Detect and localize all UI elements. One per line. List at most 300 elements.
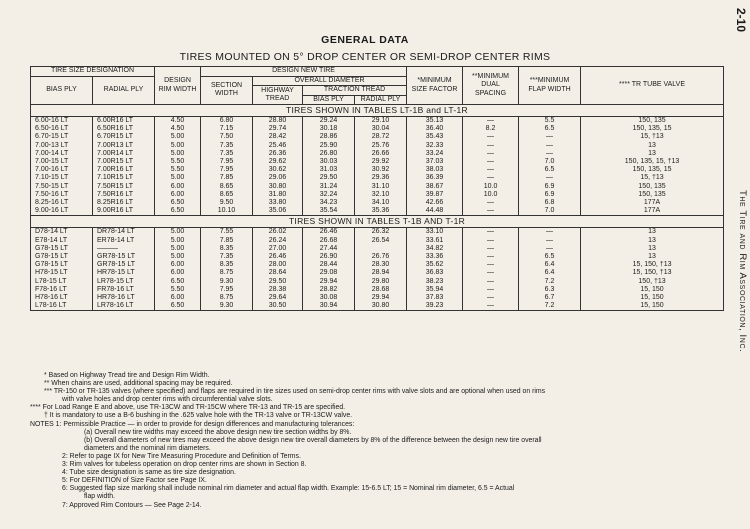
- table-cell: 33.10: [407, 228, 463, 237]
- table-cell: 6.9: [519, 183, 581, 191]
- table-cell: 10.0: [463, 191, 519, 199]
- table-cell: DR78-14 LT: [93, 228, 155, 237]
- table-cell: 15, 150, †13: [581, 261, 724, 269]
- table-cell: 28.44: [303, 261, 355, 269]
- table-cell: 7.00R14 LT: [93, 150, 155, 158]
- table-cell: 8.35: [201, 245, 253, 253]
- table-cell: ———: [93, 245, 155, 253]
- table-cell: 32.10: [355, 191, 407, 199]
- table-cell: 7.2: [519, 278, 581, 286]
- table-cell: 4.50: [155, 125, 201, 133]
- table-cell: 30.94: [303, 302, 355, 311]
- table-cell: 30.04: [355, 125, 407, 133]
- table-cell: 34.82: [407, 245, 463, 253]
- table-cell: 8.35: [201, 261, 253, 269]
- table-cell: 150, 135: [581, 191, 724, 199]
- table-cell: 6.9: [519, 191, 581, 199]
- table-cell: 150, 135: [581, 183, 724, 191]
- table-cell: 28.80: [253, 117, 303, 126]
- table-cell: 6.5: [519, 253, 581, 261]
- table-cell: 5.5: [519, 117, 581, 126]
- table-cell: 27.44: [303, 245, 355, 253]
- table-cell: L78-15 LT: [31, 278, 93, 286]
- table-cell: 35.94: [407, 286, 463, 294]
- note-line: 5: For DEFINITION of Size Factor see Page IX.: [62, 477, 207, 485]
- table-cell: 6.80: [201, 117, 253, 126]
- table-cell: 5.00: [155, 237, 201, 245]
- table-cell: —: [463, 142, 519, 150]
- table-cell: —: [463, 150, 519, 158]
- note-line: (b) Overall diameters of new tires may exceed the above design new tire overall diameters by 8% of the difference between the design new tire overall: [84, 436, 542, 444]
- table-cell: 33.80: [253, 199, 303, 207]
- table-cell: 26.46: [253, 253, 303, 261]
- table-cell: 150, 135: [581, 117, 724, 126]
- table-cell: 7.10R15 LT: [93, 174, 155, 182]
- table-cell: 7.00R15 LT: [93, 158, 155, 166]
- table-cell: 36.39: [407, 174, 463, 182]
- table-cell: 15, 150: [581, 294, 724, 302]
- table-cell: 7.55: [201, 228, 253, 237]
- table-cell: 5.50: [155, 166, 201, 174]
- table-cell: H78-16 LT: [31, 294, 93, 302]
- table-cell: 30.18: [303, 125, 355, 133]
- table-cell: 32.33: [407, 142, 463, 150]
- table-cell: 7.10-15 LT: [31, 174, 93, 182]
- table-cell: FR78-16 LT: [93, 286, 155, 294]
- table-cell: —: [463, 158, 519, 166]
- note-line: diameters and the nominal rim diameters.: [84, 444, 211, 452]
- table-cell: 6.3: [519, 286, 581, 294]
- table-cell: 30.80: [355, 302, 407, 311]
- header-min-flap-width: ***MINIMUM FLAP WIDTH: [519, 67, 581, 105]
- table-cell: 8.25R16 LT: [93, 199, 155, 207]
- table-row: [31, 269, 724, 277]
- table-cell: 7.50-16 LT: [31, 191, 93, 199]
- table-cell: 31.24: [303, 183, 355, 191]
- table-row: [31, 253, 724, 261]
- table-cell: —: [463, 117, 519, 126]
- table-cell: 28.68: [355, 286, 407, 294]
- table-cell: 28.82: [303, 286, 355, 294]
- table-cell: 7.15: [201, 125, 253, 133]
- table-cell: 38.67: [407, 183, 463, 191]
- table-cell: —: [463, 237, 519, 245]
- table-cell: 26.90: [303, 253, 355, 261]
- table-cell: 28.72: [355, 133, 407, 141]
- table-cell: 29.74: [253, 125, 303, 133]
- table-cell: 7.00R16 LT: [93, 166, 155, 174]
- header-design-rim-width: DESIGN RIM WIDTH: [155, 67, 201, 105]
- table-cell: 9.00-16 LT: [31, 207, 93, 216]
- table-cell: 13: [581, 245, 724, 253]
- table-cell: 6.00R16 LT: [93, 117, 155, 126]
- note-line: **** For Load Range E and above, use TR-13CW and TR-15CW where TR-13 and TR-15 are specified.: [30, 404, 346, 412]
- note-line: NOTES 1: Permissible Practice — in order to provide for design differences and manufacturing tolerances:: [30, 420, 355, 428]
- table-cell: LR78-16 LT: [93, 302, 155, 311]
- table-cell: 6.4: [519, 269, 581, 277]
- table-cell: G78-15 LT: [31, 245, 93, 253]
- section-1-label: TIRES SHOWN IN TABLES LT-1B and LT-1R: [31, 105, 724, 117]
- header-traction-tread: TRACTION TREAD: [303, 86, 407, 96]
- table-cell: 29.50: [303, 174, 355, 182]
- note-line: 6: Suggested flap size marking shall include nominal rim diameter and actual flap width. Example: 15-6.5 LT; 15 = Nominal rim diameter, 6.5 = Actual: [62, 485, 515, 493]
- table-cell: 6.00: [155, 191, 201, 199]
- table-cell: 31.80: [253, 191, 303, 199]
- note-line: 2: Refer to page IX for New Tire Measuring Procedure and Definition of Terms.: [62, 452, 301, 460]
- table-cell: 25.90: [303, 142, 355, 150]
- table-cell: 6.50: [155, 207, 201, 216]
- table-cell: 150, †13: [581, 278, 724, 286]
- table-cell: 29.06: [253, 174, 303, 182]
- table-cell: 36.83: [407, 269, 463, 277]
- header-min-dual-spacing: **MINIMUM DUAL SPACING: [463, 67, 519, 105]
- table-cell: 27.00: [253, 245, 303, 253]
- table-cell: 6.5: [519, 166, 581, 174]
- table-cell: D78-14 LT: [31, 228, 93, 237]
- table-cell: —: [463, 245, 519, 253]
- table-cell: 30.50: [253, 302, 303, 311]
- table-cell: 7.85: [201, 174, 253, 182]
- table-cell: 29.62: [253, 158, 303, 166]
- table-cell: —: [519, 174, 581, 182]
- table-cell: 26.46: [303, 228, 355, 237]
- table-cell: 6.50: [155, 302, 201, 311]
- table-cell: 5.00: [155, 174, 201, 182]
- table-cell: 15, 150: [581, 286, 724, 294]
- table-cell: 8.2: [463, 125, 519, 133]
- table-cell: 34.23: [303, 199, 355, 207]
- table-cell: 177A: [581, 199, 724, 207]
- table-cell: 26.54: [355, 237, 407, 245]
- table-cell: GR78-15 LT: [93, 261, 155, 269]
- table-cell: —: [463, 294, 519, 302]
- note-line: (a) Overall new tire widths may exceed the above design new tire section widths by 8%.: [84, 428, 352, 436]
- table-cell: 26.66: [355, 150, 407, 158]
- table-cell: 30.80: [253, 183, 303, 191]
- table-cell: —: [463, 133, 519, 141]
- table-cell: 35.62: [407, 261, 463, 269]
- table-row: [31, 278, 724, 286]
- table-cell: —: [463, 174, 519, 182]
- table-row: [31, 166, 724, 174]
- table-cell: 4.50: [155, 117, 201, 126]
- page-subtitle: TIRES MOUNTED ON 5° DROP CENTER OR SEMI-DROP CENTER RIMS: [179, 51, 551, 63]
- table-cell: 6.4: [519, 261, 581, 269]
- table-cell: L78-16 LT: [31, 302, 93, 311]
- table-cell: 7.35: [201, 142, 253, 150]
- note-line: ** When chains are used, additional spacing may be required.: [44, 380, 233, 388]
- table-cell: 15, †13: [581, 133, 724, 141]
- table-cell: 6.50: [155, 278, 201, 286]
- header-td-radial-ply: RADIAL PLY: [355, 95, 407, 105]
- header-min-size-factor: *MINIMUM SIZE FACTOR: [407, 67, 463, 105]
- table-cell: —: [463, 261, 519, 269]
- table-cell: 7.2: [519, 302, 581, 311]
- table-cell: 35.43: [407, 133, 463, 141]
- table-cell: 39.23: [407, 302, 463, 311]
- table-cell: 13: [581, 142, 724, 150]
- table-cell: 31.10: [355, 183, 407, 191]
- table-cell: 7.35: [201, 150, 253, 158]
- table-cell: 13: [581, 228, 724, 237]
- table-cell: —: [519, 237, 581, 245]
- table-cell: 9.50: [201, 199, 253, 207]
- table-cell: 7.00-16 LT: [31, 166, 93, 174]
- table-cell: 7.95: [201, 286, 253, 294]
- table-row: [31, 228, 724, 237]
- table-cell: 177A: [581, 207, 724, 216]
- table-cell: 5.00: [155, 142, 201, 150]
- note-line: 7: Approved Rim Contours — See Page 2-14.: [62, 501, 202, 509]
- table-cell: —: [519, 133, 581, 141]
- table-cell: —: [463, 207, 519, 216]
- page-number: 2-10: [734, 8, 748, 33]
- table-cell: 10.0: [463, 183, 519, 191]
- table-cell: —: [519, 150, 581, 158]
- table-cell: 30.08: [303, 294, 355, 302]
- note-line: 4: Tube size designation is same as tire size designation.: [62, 469, 236, 477]
- side-text: The Tire and Rim Association, Inc.: [737, 190, 748, 353]
- table-cell: —: [463, 166, 519, 174]
- table-cell: ER78-14 LT: [93, 237, 155, 245]
- table-cell: 26.02: [253, 228, 303, 237]
- table-cell: G78-15 LT: [31, 253, 93, 261]
- table-cell: 7.95: [201, 166, 253, 174]
- table-cell: 26.68: [303, 237, 355, 245]
- table-cell: 7.50R15 LT: [93, 183, 155, 191]
- table-cell: 7.00R13 LT: [93, 142, 155, 150]
- table-cell: 28.94: [355, 269, 407, 277]
- table-cell: —: [519, 228, 581, 237]
- table-cell: 5.00: [155, 150, 201, 158]
- table-cell: 25.46: [253, 142, 303, 150]
- table-cell: 29.94: [303, 278, 355, 286]
- table-cell: 13: [581, 150, 724, 158]
- table-row: [31, 183, 724, 191]
- table-cell: 35.06: [253, 207, 303, 216]
- table-cell: 7.00-14 LT: [31, 150, 93, 158]
- table-cell: 33.36: [407, 253, 463, 261]
- table-cell: 44.48: [407, 207, 463, 216]
- header-section-width: SECTION WIDTH: [201, 76, 253, 105]
- table-cell: 32.24: [303, 191, 355, 199]
- table-cell: 29.94: [355, 294, 407, 302]
- table-cell: 7.50: [201, 133, 253, 141]
- table-row: [31, 261, 724, 269]
- table-cell: —: [463, 228, 519, 237]
- table-row: [31, 142, 724, 150]
- table-cell: 38.03: [407, 166, 463, 174]
- table-row: [31, 133, 724, 141]
- table-cell: 10.10: [201, 207, 253, 216]
- table-row: [31, 199, 724, 207]
- table-cell: 7.00-13 LT: [31, 142, 93, 150]
- table-cell: E78-14 LT: [31, 237, 93, 245]
- table-cell: 15, 150: [581, 302, 724, 311]
- table-cell: —: [519, 142, 581, 150]
- table-cell: 5.00: [155, 245, 201, 253]
- table-cell: 37.03: [407, 158, 463, 166]
- table-row: [31, 302, 724, 311]
- table-cell: 26.80: [303, 150, 355, 158]
- header-overall-diameter: OVERALL DIAMETER: [253, 76, 407, 86]
- table-cell: 28.30: [355, 261, 407, 269]
- table-cell: 5.50: [155, 158, 201, 166]
- header-bias-ply: BIAS PLY: [31, 76, 93, 105]
- table-cell: 28.64: [253, 269, 303, 277]
- notes: [30, 372, 730, 510]
- table-cell: 6.00: [155, 183, 201, 191]
- table-cell: 6.00-16 LT: [31, 117, 93, 126]
- table-cell: 6.5: [519, 125, 581, 133]
- table-cell: 28.38: [253, 286, 303, 294]
- header-highway-tread: HIGHWAY TREAD: [253, 86, 303, 105]
- table-cell: 35.36: [355, 207, 407, 216]
- table-cell: 26.76: [355, 253, 407, 261]
- table-cell: 29.10: [355, 117, 407, 126]
- table-cell: —: [519, 245, 581, 253]
- table-cell: 6.00: [155, 261, 201, 269]
- table-cell: —: [463, 302, 519, 311]
- table-row: [31, 158, 724, 166]
- table-cell: 150, 135, 15: [581, 125, 724, 133]
- table-cell: LR78-15 LT: [93, 278, 155, 286]
- table-cell: 26.32: [355, 228, 407, 237]
- table-cell: 29.80: [355, 278, 407, 286]
- table-cell: 8.25-16 LT: [31, 199, 93, 207]
- table-cell: —: [463, 199, 519, 207]
- table-cell: 15, †13: [581, 174, 724, 182]
- table-cell: 30.62: [253, 166, 303, 174]
- table-cell: 7.50-15 LT: [31, 183, 93, 191]
- table-cell: 5.50: [155, 286, 201, 294]
- tire-data-table: [30, 66, 724, 311]
- table-row: [31, 191, 724, 199]
- table-cell: 29.24: [303, 117, 355, 126]
- header-tube-valve: **** TR TUBE VALVE: [581, 67, 724, 105]
- table-cell: 39.87: [407, 191, 463, 199]
- header-td-bias-ply: BIAS PLY: [303, 95, 355, 105]
- table-cell: 13: [581, 253, 724, 261]
- note-line: 3: Rim valves for tubeless operation on drop center rims are shown in Section 8.: [62, 461, 307, 469]
- table-cell: —: [463, 253, 519, 261]
- table-cell: HR78-15 LT: [93, 269, 155, 277]
- table-cell: 35.54: [303, 207, 355, 216]
- table-row: [31, 150, 724, 158]
- table-cell: 6.8: [519, 199, 581, 207]
- table-cell: G78-15 LT: [31, 261, 93, 269]
- table-cell: 25.76: [355, 142, 407, 150]
- table-cell: 30.03: [303, 158, 355, 166]
- table-cell: 6.00: [155, 294, 201, 302]
- table-cell: 6.00: [155, 269, 201, 277]
- table-cell: 150, 135, 15, †13: [581, 158, 724, 166]
- table-row: [31, 207, 724, 216]
- table-cell: 9.00R16 LT: [93, 207, 155, 216]
- table-row: [31, 245, 724, 253]
- table-cell: 7.95: [201, 158, 253, 166]
- table-cell: 42.66: [407, 199, 463, 207]
- table-cell: 13: [581, 237, 724, 245]
- table-cell: 29.08: [303, 269, 355, 277]
- table-cell: 34.10: [355, 199, 407, 207]
- table-cell: 28.42: [253, 133, 303, 141]
- table-row: [31, 294, 724, 302]
- table-row: [31, 125, 724, 133]
- table-cell: 38.23: [407, 278, 463, 286]
- table-cell: 37.83: [407, 294, 463, 302]
- page-title: GENERAL DATA: [321, 34, 409, 46]
- table-cell: 6.50-16 LT: [31, 125, 93, 133]
- table-cell: 9.30: [201, 278, 253, 286]
- table-cell: 29.50: [253, 278, 303, 286]
- table-cell: —: [463, 269, 519, 277]
- table-cell: 35.13: [407, 117, 463, 126]
- table-cell: 29.64: [253, 294, 303, 302]
- table-cell: 7.35: [201, 253, 253, 261]
- table-cell: 26.24: [253, 237, 303, 245]
- header-tire-size-designation: TIRE SIZE DESIGNATION: [31, 67, 155, 77]
- header-design-new-tire: DESIGN NEW TIRE: [201, 67, 407, 77]
- table-cell: 28.00: [253, 261, 303, 269]
- table-cell: F78-16 LT: [31, 286, 93, 294]
- table-cell: 5.00: [155, 133, 201, 141]
- table-cell: 6.50: [155, 199, 201, 207]
- table-cell: —: [463, 278, 519, 286]
- table-cell: 31.03: [303, 166, 355, 174]
- table-cell: 7.50R16 LT: [93, 191, 155, 199]
- table-row: [31, 237, 724, 245]
- table-cell: [355, 245, 407, 253]
- table-cell: 29.36: [355, 174, 407, 182]
- table-cell: 7.85: [201, 237, 253, 245]
- table-cell: 8.75: [201, 269, 253, 277]
- table-cell: 8.65: [201, 183, 253, 191]
- table-cell: 30.92: [355, 166, 407, 174]
- table-cell: 15, 150, †13: [581, 269, 724, 277]
- table-cell: 7.0: [519, 158, 581, 166]
- table-cell: 5.00: [155, 228, 201, 237]
- table-cell: 28.86: [303, 133, 355, 141]
- table-cell: 8.75: [201, 294, 253, 302]
- note-line: flap width.: [84, 493, 116, 501]
- table-cell: 6.70-15 LT: [31, 133, 93, 141]
- table-cell: 7.00-15 LT: [31, 158, 93, 166]
- table-cell: 36.40: [407, 125, 463, 133]
- table-row: [31, 174, 724, 182]
- note-line: with valve holes and drop center rims with circumferential valve slots.: [62, 396, 273, 404]
- table-cell: 5.00: [155, 253, 201, 261]
- table-cell: H78-15 LT: [31, 269, 93, 277]
- table-cell: 150, 135, 15: [581, 166, 724, 174]
- table-row: [31, 117, 724, 126]
- note-line: † It is mandatory to use a B-6 bushing in the .625 valve hole with the TR-13 valve or TR-13CW valve.: [44, 412, 353, 420]
- table-cell: 7.0: [519, 207, 581, 216]
- table-cell: 6.50R16 LT: [93, 125, 155, 133]
- table-cell: 6.70R15 LT: [93, 133, 155, 141]
- table-cell: HR78-16 LT: [93, 294, 155, 302]
- table-cell: 8.65: [201, 191, 253, 199]
- table-row: [31, 286, 724, 294]
- table-cell: 29.92: [355, 158, 407, 166]
- table-cell: 6.7: [519, 294, 581, 302]
- header-radial-ply: RADIAL PLY: [93, 76, 155, 105]
- table-cell: GR78-15 LT: [93, 253, 155, 261]
- table-cell: 33.24: [407, 150, 463, 158]
- table-cell: 33.61: [407, 237, 463, 245]
- note-line: *** TR-150 or TR-135 valves (where specified) and flaps are required in tire sizes used on semi-drop center rims with valve slots and are optional when used on rims: [44, 388, 546, 396]
- note-line: * Based on Highway Tread tire and Design Rim Width.: [44, 372, 210, 379]
